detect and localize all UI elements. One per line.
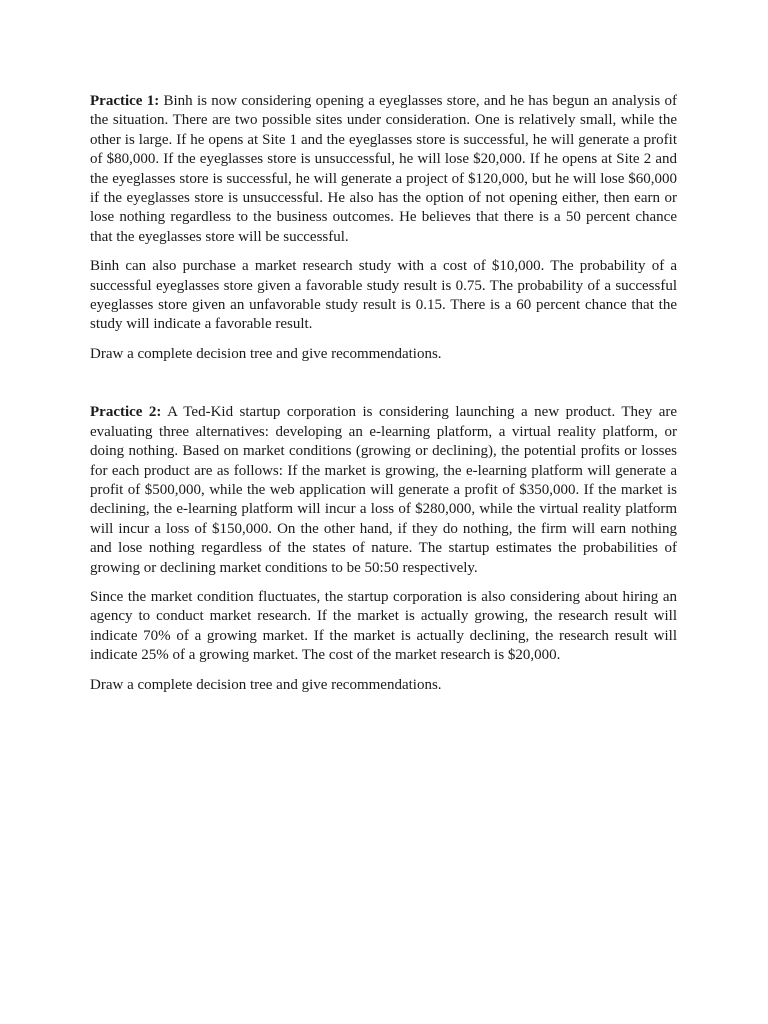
practice-1-paragraph <box>90 92 677 247</box>
practice-2-paragraph <box>90 403 677 578</box>
practice-2-research-paragraph: Since the market condition fluctuates, the startup corporation is also considering about hiring an agency to conduct market research. If the market is actually growing, the research result will indicate 70% of a growing market. If the market is actually declining, the research result will indicate 25% of a growing market. The cost of the market research is $20,000. <box>90 588 677 664</box>
practice-2-label: Practice 2: <box>90 404 162 421</box>
practice-1-text: Binh is now considering opening a eyeglasses store, and he has begun an analysis of the situation. There are two possible sites under consideration. One is relatively small, while the other is large. If he opens at Site 1 and the eyeglasses store is successful, he will generate a profit of $80,000. If the eyeglasses store is unsuccessful, he will lose $20,000. If he opens at Site 2 and the eyeglasses store is successful, he will generate a project of $120,000, but he will lose $60,000 if the eyeglasses store is unsuccessful. He also has the option of not opening either, then earn or lose nothing regardless to the business outcomes. He believes that there is a 50 percent chance that the eyeglasses store will be successful. <box>90 93 678 245</box>
practice-1-label: Practice 1: <box>90 93 160 109</box>
practice-2-text: A Ted-Kid startup corporation is considering launching a new product. They are evaluating three alternatives: developing an e-learning platform, a virtual reality platform, or doing nothing. Based on market conditions (growing or declining), the potential profits or losses for each product are as follows: If the market is growing, the e-learning platform will generate a profit of $500,000, while the web application will generate a profit of $350,000. If the market is declining, the e-learning platform will incur a loss of $280,000, while the virtual reality platform will incur a loss of $150,000. On the other hand, if they do nothing, the firm will earn nothing and lose nothing regardless of the states of nature. The startup estimates the probabilities of growing or declining market conditions to be 50:50 respectively. <box>90 404 678 576</box>
practice-1-research-paragraph: Binh can also purchase a market research study with a cost of $10,000. The probability of a successful eyeglasses store given a favorable study result is 0.75. The probability of a successful eyeglasses store given an unfavorable study result is 0.15. There is a 60 percent chance that the study will indicate a favorable result. <box>90 258 677 333</box>
practice-1-instruction: Draw a complete decision tree and give recommendations. <box>90 345 442 362</box>
practice-2-instruction: Draw a complete decision tree and give recommendations. <box>90 676 442 693</box>
document-page <box>90 92 677 695</box>
